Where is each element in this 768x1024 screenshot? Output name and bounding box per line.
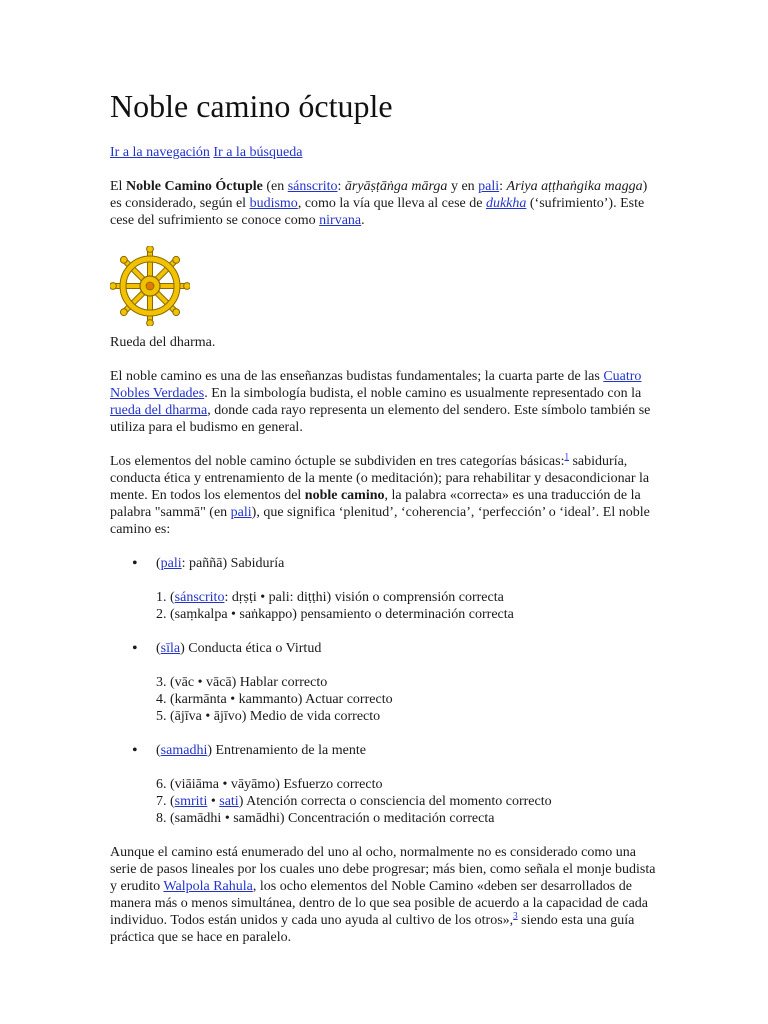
wheel-knob (173, 309, 180, 316)
wheel-hub-center (146, 282, 154, 290)
text: (en (262, 179, 288, 194)
nav-link[interactable]: Ir a la navegación (110, 145, 210, 160)
list-item-mente (110, 742, 658, 827)
text: 7. ( (156, 794, 175, 809)
text: ) Entrenamiento de la mente (207, 743, 366, 758)
text: , la palabra «correcta» es una traducción de la palabra "sammā" (en (110, 488, 641, 520)
wheel-knob (120, 309, 127, 316)
text: 1. ( (156, 590, 175, 605)
link-pali[interactable]: pali (478, 179, 500, 194)
text: Los elementos del noble camino óctuple se subdividen en tres categorías básicas: (110, 454, 565, 469)
text: sabiduría, conducta ética y entrenamiento de la mente (o meditación); para rehabilitar y desacondicionar la mente. En todos los elementos del (110, 454, 650, 503)
italic-link-text: dukkha (485, 196, 527, 211)
page-title: Noble camino óctuple (110, 88, 393, 124)
text: • (207, 794, 220, 809)
text: ) es considerado, según el (110, 179, 648, 211)
text: . (361, 213, 365, 228)
link-sanscrito[interactable]: sánscrito (174, 590, 225, 605)
text: . En la simbología budista, el noble camino es usualmente representado con la (204, 386, 642, 401)
bold-term: Noble Camino Óctuple (125, 179, 263, 194)
link-walpola-rahula[interactable]: Walpola Rahula (163, 879, 253, 894)
link-smriti[interactable]: smriti (174, 794, 208, 809)
text: y en (447, 179, 479, 194)
link-pali[interactable]: pali (230, 505, 252, 520)
search-link[interactable]: Ir a la búsqueda (213, 145, 303, 160)
wheel-knob (184, 283, 190, 290)
wheel-knob (110, 283, 116, 290)
text: ) Atención correcta o consciencia del momento correcto (238, 794, 552, 809)
text: ), que significa ‘plenitud’, ‘coherencia’, ‘perfección’ o ‘ideal’. El noble camino es: (110, 505, 650, 537)
text: , los ocho elementos del Noble Camino «deben ser desarrollados de manera más o menos simultánea, dentro de lo que sea posible de acuerdo a la capacidad de cada individuo. Todos están unidos y cada uno ayuda al cultivo de los otros», (110, 879, 648, 928)
link-budismo[interactable]: budismo (249, 196, 298, 211)
categories-list (110, 555, 658, 827)
bold-term: noble camino (304, 488, 385, 503)
list-item-sabiduria (110, 555, 658, 623)
text: : (337, 179, 345, 194)
text: El noble camino es una de las enseñanzas budistas fundamentales; la cuarta parte de las (110, 369, 604, 384)
text: ) Conducta ética o Virtud (180, 641, 322, 656)
list-item: 5. (ājīva • ājīvo) Medio de vida correcto (156, 709, 381, 724)
text: : paññā) Sabiduría (181, 556, 285, 571)
link-cuatro-nobles-verdades[interactable]: Cuatro Nobles Verdades (110, 369, 642, 401)
list-item: 2. (saṃkalpa • saṅkappo) pensamiento o determinación correcta (156, 607, 514, 622)
link-dukkha[interactable] (486, 196, 526, 211)
list-item: 3. (vāc • vācā) Hablar correcto (156, 675, 328, 690)
wheel-knob (147, 246, 154, 252)
sub-list (156, 589, 658, 623)
footnote-link[interactable]: 3 (513, 910, 518, 921)
link-sanscrito[interactable]: sánscrito (287, 179, 338, 194)
text: , donde cada rayo representa un elemento del sendero. Este símbolo también se utiliza para el budismo en general. (110, 403, 651, 435)
text: siendo esta una guía práctica que se hace en paralelo. (110, 913, 635, 945)
wheel-knob (147, 320, 154, 326)
text: ( (156, 641, 161, 656)
text: Aunque el camino está enumerado del uno al ocho, normalmente no es considerado como una serie de pasos lineales por los cuales uno debe progresar; más bien, como señala el monje budista y erudito (110, 845, 656, 894)
sub-list (156, 674, 658, 725)
link-pali[interactable]: pali (160, 556, 182, 571)
image-caption: Rueda del dharma. (110, 335, 216, 350)
list-item: 8. (samādhi • samādhi) Concentración o meditación correcta (156, 811, 495, 826)
paragraph-2 (110, 368, 658, 436)
paragraph-4 (110, 844, 658, 946)
text: (‘sufrimiento’). Este cese del sufrimiento se conoce como (110, 196, 645, 228)
link-nirvana[interactable]: nirvana (319, 213, 362, 228)
dharma-wheel-icon (110, 246, 190, 326)
link-sila[interactable]: sīla (160, 641, 181, 656)
list-item: 4. (karmānta • kammanto) Actuar correcto (156, 692, 393, 707)
intro-paragraph (110, 178, 658, 229)
text: : dṛṣṭi • pali: diṭṭhi) visión o comprensión correcta (224, 590, 504, 605)
text: , como la vía que lleva al cese de (297, 196, 486, 211)
italic-term: āryāṣṭāṅga mārga (344, 179, 448, 194)
text: El (110, 179, 126, 194)
list-item (156, 793, 658, 810)
article (110, 86, 658, 963)
link-samadhi[interactable]: samadhi (160, 743, 208, 758)
text: : (499, 179, 507, 194)
sub-list (156, 776, 658, 827)
link-rueda-del-dharma[interactable]: rueda del dharma (110, 403, 208, 418)
link-sati[interactable]: sati (219, 794, 239, 809)
text: ( (156, 556, 161, 571)
footnote-link[interactable]: 1 (564, 451, 569, 462)
wheel-knob (173, 256, 180, 263)
wheel-knob (120, 256, 127, 263)
paragraph-3 (110, 453, 658, 538)
list-item-conducta (110, 640, 658, 725)
skip-links (110, 144, 658, 161)
text: ( (156, 743, 161, 758)
italic-term: Ariya aṭṭhaṅgika magga (506, 179, 643, 194)
list-item: 6. (viāiāma • vāyāmo) Esfuerzo correcto (156, 777, 383, 792)
list-item (156, 589, 658, 606)
